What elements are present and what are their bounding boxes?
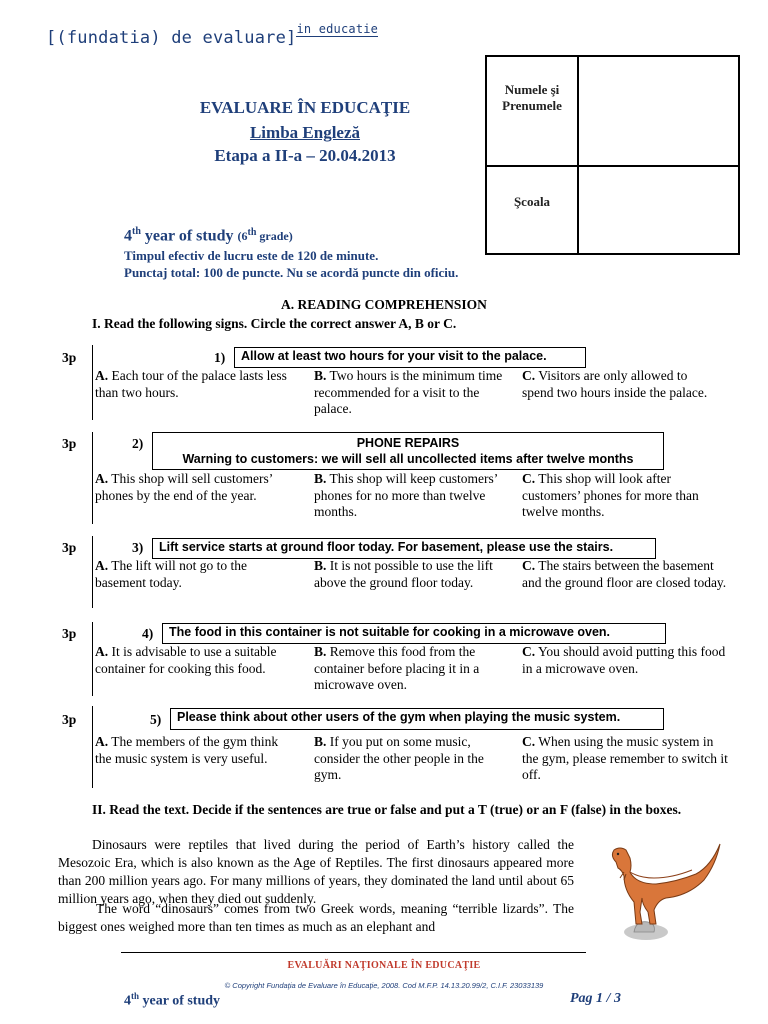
q5-number: 5) xyxy=(150,712,162,727)
q2-sign xyxy=(152,432,664,470)
year-of-study: 4th year of study (6th grade) xyxy=(124,226,293,245)
q2-option-a[interactable]: A. This shop will sell customers’ phones by the end of the year. xyxy=(95,471,273,503)
q1-option-c[interactable]: C. Visitors are only allowed to spend two hours inside the palace. xyxy=(522,368,708,400)
points-q2: 3p xyxy=(62,436,77,451)
q3-option-b[interactable]: B. It is not possible to use the lift above the ground floor today. xyxy=(314,558,493,590)
q3-sign: Lift service starts at ground floor today. For basement, please use the stairs. xyxy=(152,538,656,559)
reading-paragraph-2: The word “dinosaurs” comes from two Greek words, meaning “terrible lizards”. The biggest ones weighed more than ten times as much as an elephant and xyxy=(58,901,574,934)
q4-option-b[interactable]: B. Remove this food from the container before placing it in a microwave oven. xyxy=(314,644,480,692)
q3-option-a[interactable]: A. The lift will not go to the basement today. xyxy=(95,558,247,590)
q4-sign: The food in this container is not suitable for cooking in a microwave oven. xyxy=(162,623,666,644)
q1-option-b[interactable]: B. Two hours is the minimum time recommended for a visit to the palace. xyxy=(314,368,503,416)
q3-number: 3) xyxy=(132,540,144,555)
points-q3: 3p xyxy=(62,540,77,555)
time-note: Timpul efectiv de lucru este de 120 de minute. xyxy=(124,248,379,263)
q1-sign: Allow at least two hours for your visit to the palace. xyxy=(234,347,586,368)
q2-option-b[interactable]: B. This shop will keep customers’ phones for no more than twelve months. xyxy=(314,471,498,519)
q5-option-b[interactable]: B. If you put on some music, consider the other people in the gym. xyxy=(314,734,484,782)
points-q5: 3p xyxy=(62,712,77,727)
logo-text: [(fundatia) de evaluare] xyxy=(46,28,297,48)
copyright: © Copyright Fundaţia de Evaluare în Educaţie, 2008. Cod M.F.P. 14.13.20.99/2, C.I.F. 23033139 xyxy=(224,981,544,990)
page-number: Pag 1 / 3 xyxy=(570,991,621,1006)
instruction-part1: I. Read the following signs. Circle the correct answer A, B or C. xyxy=(92,316,457,331)
logo-sup: in educatie xyxy=(296,22,379,36)
q4-option-a[interactable]: A. It is advisable to use a suitable container for cooking this food. xyxy=(95,644,277,676)
q5-option-c[interactable]: C. When using the music system in the gym, please remember to switch it off. xyxy=(522,734,728,782)
q4-option-c[interactable]: C. You should avoid putting this food in a microwave oven. xyxy=(522,644,726,676)
q2-sign-title: PHONE REPAIRS xyxy=(356,436,460,450)
school-label: Şcoala xyxy=(513,194,551,209)
exam-title: EVALUARE ÎN EDUCAŢIE xyxy=(199,98,411,117)
q5-sign: Please think about other users of the gym when playing the music system. xyxy=(170,708,664,730)
q4-number: 4) xyxy=(142,626,154,641)
q1-option-a[interactable]: A. Each tour of the palace lasts less than two hours. xyxy=(95,368,287,400)
score-note: Punctaj total: 100 de puncte. Nu se acordă puncte din oficiu. xyxy=(124,265,459,280)
q2-number: 2) xyxy=(132,436,144,451)
subject-title: Limba Engleză xyxy=(249,123,361,142)
logo xyxy=(46,22,378,48)
stage-date: Etapa a II-a – 20.04.2013 xyxy=(214,146,396,165)
name-label: Numele şi Prenumele xyxy=(502,82,562,113)
points-q1: 3p xyxy=(62,350,77,365)
section-title: A. READING COMPREHENSION xyxy=(281,297,487,312)
q1-number: 1) xyxy=(214,350,226,365)
points-q4: 3p xyxy=(62,626,77,641)
footer-year: 4th year of study xyxy=(124,991,221,1009)
q5-option-a[interactable]: A. The members of the gym think the music system is very useful. xyxy=(95,734,279,766)
instruction-part2: II. Read the text. Decide if the sentences are true or false and put a T (true) or an F (false) in the boxes. xyxy=(92,802,682,817)
reading-paragraph-1: Dinosaurs were reptiles that lived during the period of Earth’s history called the Mesozoic Era, which is also known as the Age of Reptiles. The first dinosaurs appeared more than 200 million years ago. For many millions of years, they dominated the land until about 65 million years ago, when they died out suddenly. xyxy=(58,837,574,906)
dinosaur-illustration xyxy=(596,832,726,942)
q2-option-c[interactable]: C. This shop will look after customers’ phones for more than twelve months. xyxy=(522,471,699,519)
school-field[interactable] xyxy=(579,169,736,251)
q3-option-c[interactable]: C. The stairs between the basement and the ground floor are closed today. xyxy=(522,558,727,590)
name-field[interactable] xyxy=(579,59,736,163)
footer-title: EVALUĂRI NAŢIONALE ÎN EDUCAŢIE xyxy=(287,960,481,971)
q2-sign-text: Warning to customers: we will sell all uncollected items after twelve months xyxy=(182,452,634,466)
student-info-table xyxy=(485,55,740,255)
